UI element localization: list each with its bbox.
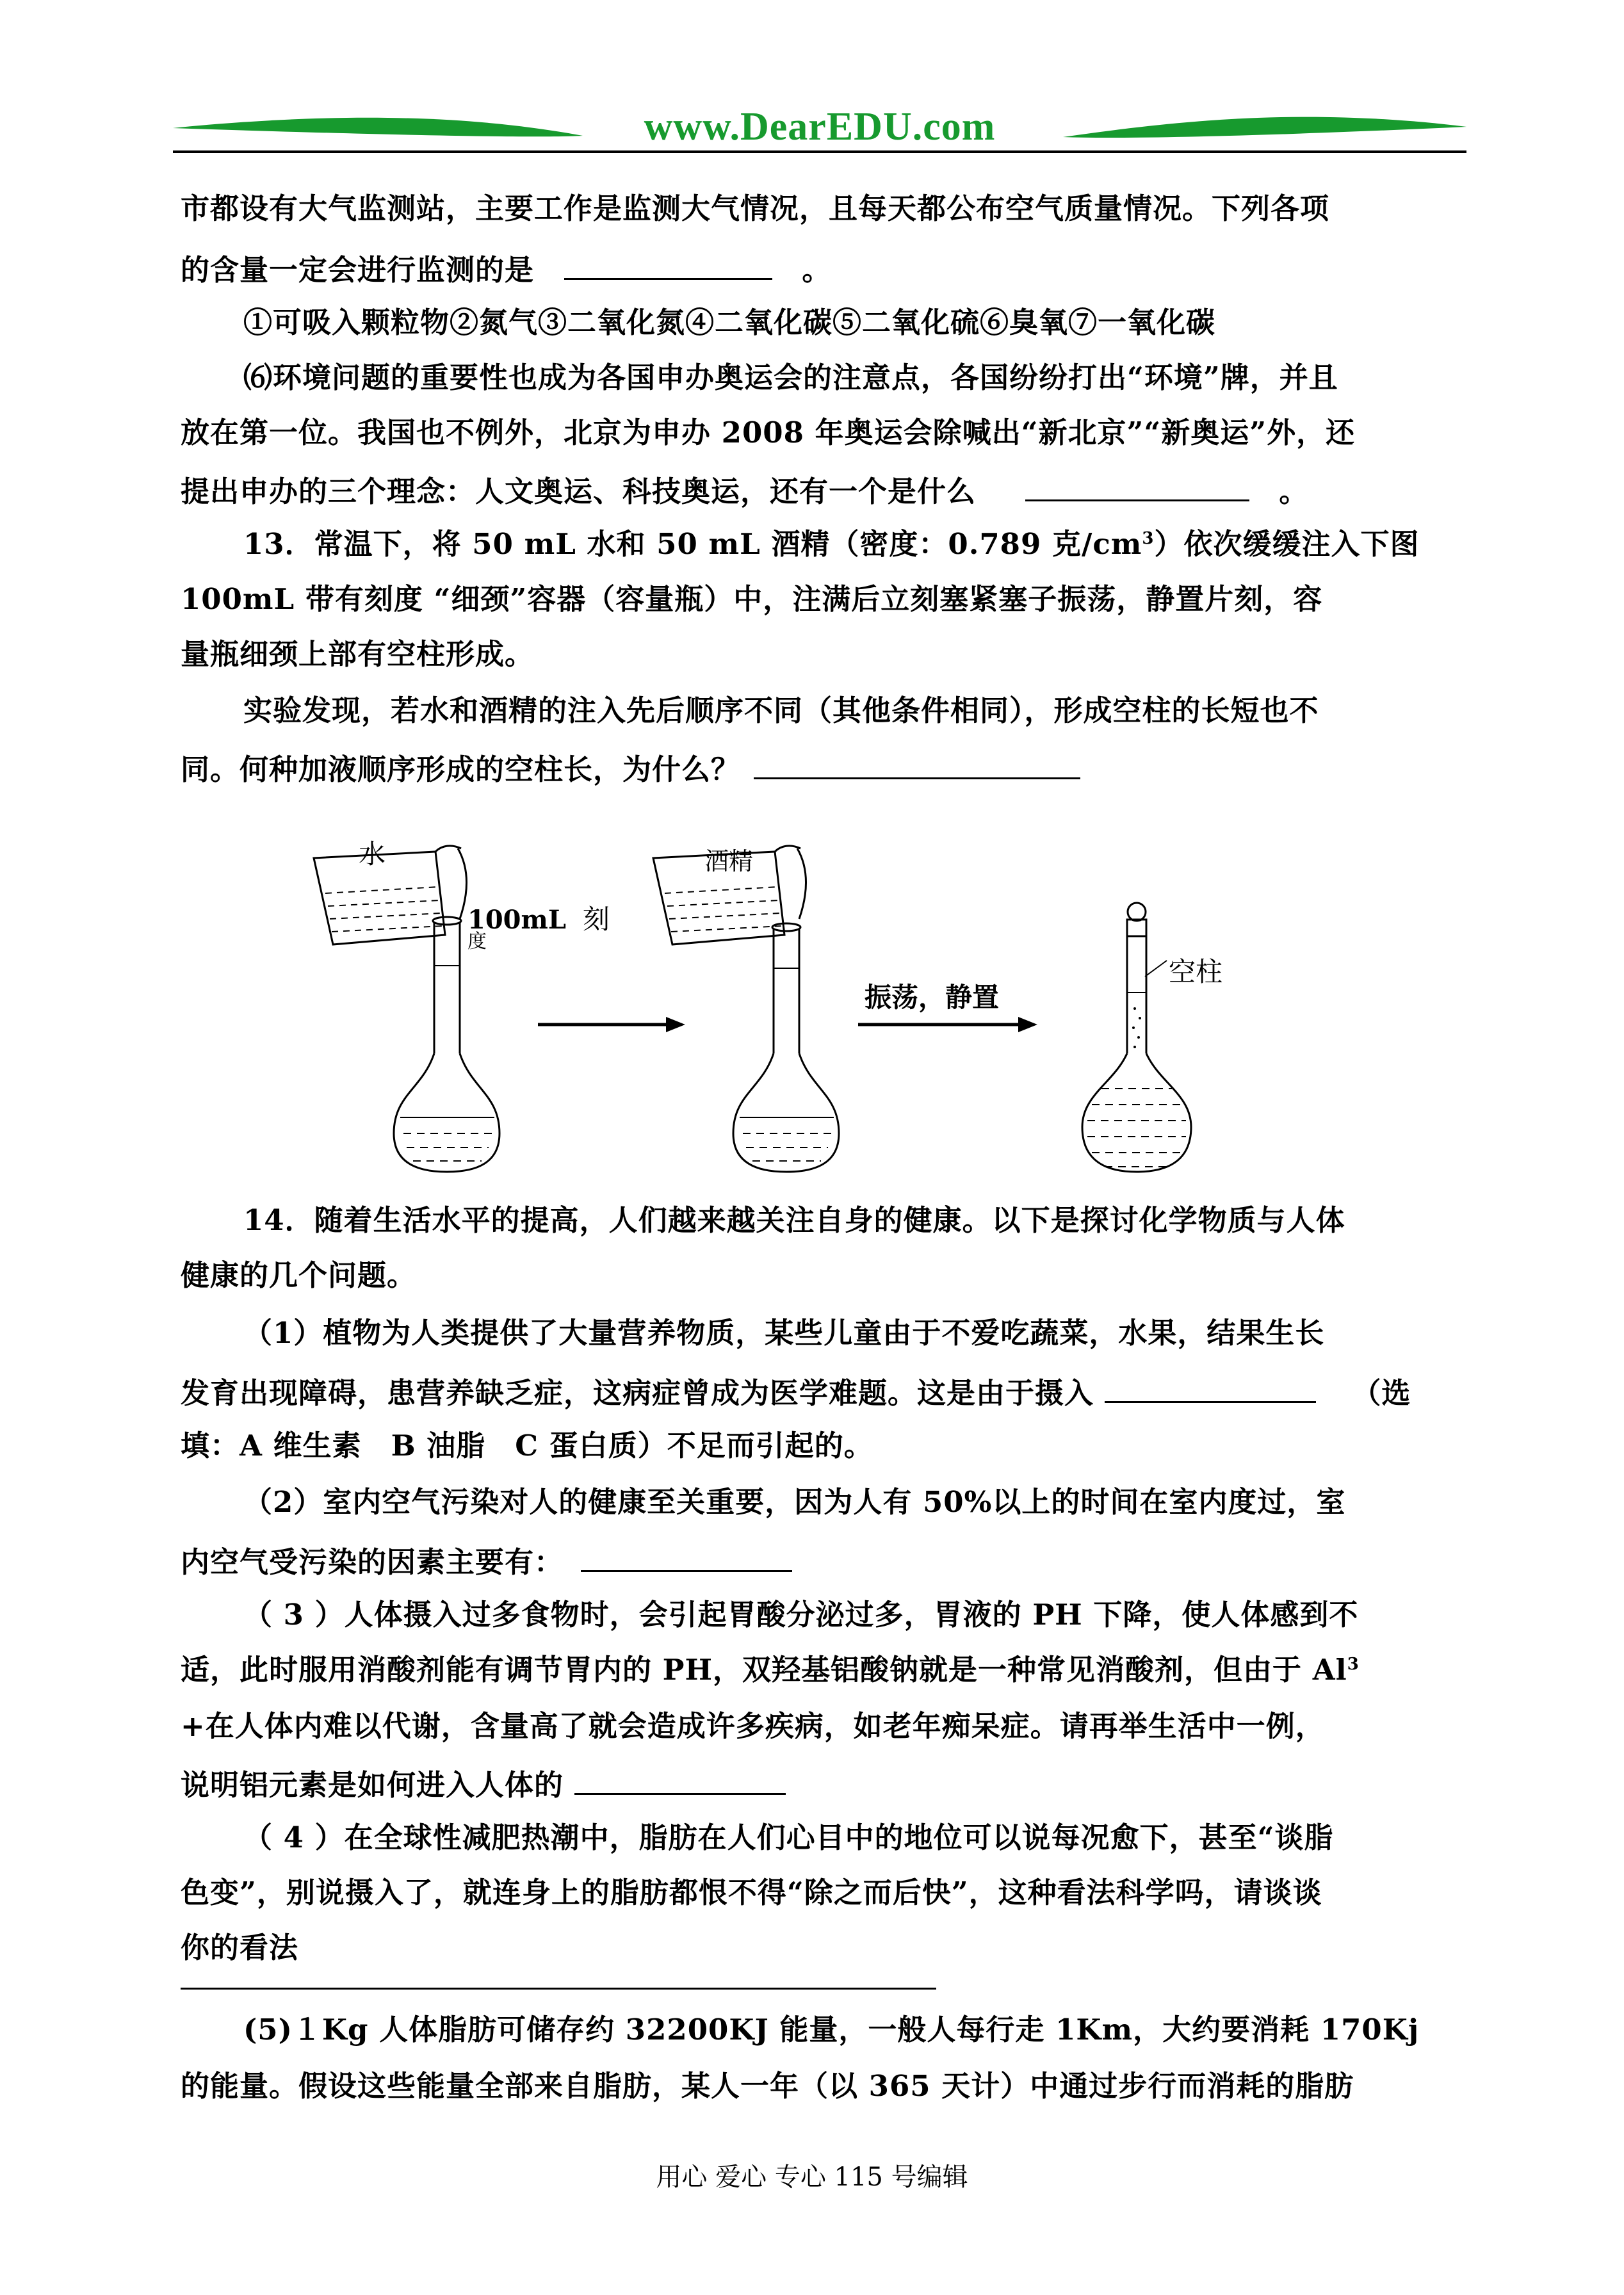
arrow-label: 振荡，静置 xyxy=(865,982,1000,1013)
text-line: （ 4 ）在全球性减肥热潮中，脂肪在人们心目中的地位可以说每况愈下，甚至“谈脂 xyxy=(243,1821,1334,1854)
text-line: +在人体内难以代谢，含量高了就会造成许多疾病，如老年痴呆症。请再举生活中一例， xyxy=(181,1709,1325,1743)
answer-blank[interactable] xyxy=(754,747,1080,779)
volumetric-flask-icon xyxy=(733,923,839,1172)
beaker-water-icon xyxy=(314,846,467,945)
text-line: 的含量一定会进行监测的是 。 xyxy=(181,247,831,289)
flask-mark-label-2: 度 xyxy=(467,930,487,953)
text-line: 100mL 带有刻度 “细颈”容器（容量瓶）中，注满后立刻塞紧塞子振荡，静置片刻，容 xyxy=(181,582,1323,616)
volumetric-flask-icon xyxy=(394,917,499,1172)
text-line: 填：A 维生素 B 油脂 C 蛋白质）不足而引起的。 xyxy=(181,1429,873,1463)
site-name: www.DearEDU.com xyxy=(644,105,996,149)
experiment-figure xyxy=(307,832,1511,1178)
text-line: 量瓶细颈上部有空柱形成。 xyxy=(181,637,535,671)
answer-blank[interactable] xyxy=(1105,1370,1316,1403)
text-line: 放在第一位。我国也不例外，北京为申办 2008 年奥运会除喊出“新北京”“新奥运”外，还 xyxy=(181,416,1356,450)
text-line: 内空气受污染的因素主要有： xyxy=(181,1539,792,1582)
text-line: 你的看法 xyxy=(181,1931,299,1965)
text-line: 实验发现，若水和酒精的注入先后顺序不同（其他条件相同），形成空柱的长短也不 xyxy=(243,693,1319,727)
text-line: 说明铝元素是如何进入人体的 xyxy=(181,1762,786,1804)
answer-line[interactable] xyxy=(181,1988,936,1990)
text-line: （ 3 ）人体摄入过多食物时，会引起胃酸分泌过多，胃液的 PH 下降，使人体感到不 xyxy=(243,1598,1359,1632)
beaker1-label: 水 xyxy=(359,838,386,870)
answer-blank[interactable] xyxy=(1025,469,1249,501)
text-line: ⑹环境问题的重要性也成为各国申办奥运会的注意点，各国纷纷打出“环境”牌，并且 xyxy=(243,361,1338,394)
text-line: 的能量。假设这些能量全部来自脂肪，某人一年（以 365 天计）中通过步行而消耗的脂肪 xyxy=(181,2069,1354,2103)
text-line: 适，此时服用消酸剂能有调节胃内的 PH，双羟基铝酸钠就是一种常见消酸剂，但由于 Al$^3$ xyxy=(181,1653,1360,1687)
site-header xyxy=(173,102,1466,154)
text-line: 健康的几个问题。 xyxy=(181,1258,417,1292)
text-line: 色变”，别说摄入了，就连身上的脂肪都恨不得“除之而后快”，这种看法科学吗，请谈谈 xyxy=(181,1876,1322,1910)
empty-column-label: 空柱 xyxy=(1169,956,1223,987)
text-line: ①可吸入颗粒物②氮气③二氧化氮④二氧化碳⑤二氧化硫⑥臭氧⑦一氧化碳 xyxy=(243,305,1216,339)
text-line: （2）室内空气污染对人的健康至关重要，因为人有 50%以上的时间在室内度过，室 xyxy=(243,1485,1346,1519)
arrow-icon xyxy=(858,1017,1037,1032)
text-line: 市都设有大气监测站，主要工作是监测大气情况，且每天都公布空气质量情况。下列各项 xyxy=(181,191,1330,225)
text-line: 同。何种加液顺序形成的空柱长，为什么？ xyxy=(181,747,1080,789)
text-line: 发育出现障碍，患营养缺乏症，这病症曾成为医学难题。这是由于摄入 （选 xyxy=(181,1370,1411,1413)
flask-mark-label: 刻 xyxy=(583,904,610,935)
answer-blank[interactable] xyxy=(574,1762,786,1795)
flask-volume-label: 100mL xyxy=(467,905,566,935)
text-line: （1）植物为人类提供了大量营养物质，某些儿童由于不爱吃蔬菜，水果，结果生长 xyxy=(243,1316,1325,1350)
answer-blank[interactable] xyxy=(581,1539,792,1572)
arrow-icon xyxy=(538,1017,685,1032)
beaker2-label: 酒精 xyxy=(704,847,754,875)
text-line: 提出申办的三个理念：人文奥运、科技奥运，还有一个是什么 。 xyxy=(181,469,1308,511)
text-line: (5)１Kg 人体脂肪可储存约 32200KJ 能量，一般人每行走 1Km，大约要消耗 170Kj xyxy=(243,2013,1420,2047)
stoppered-flask-icon xyxy=(1082,903,1191,1172)
answer-blank[interactable] xyxy=(564,247,772,280)
page-footer: 用心 爱心 专心 115 号编辑 xyxy=(656,2162,968,2192)
header-rule xyxy=(173,150,1466,153)
text-line: 14．随着生活水平的提高，人们越来越关注自身的健康。以下是探讨化学物质与人体 xyxy=(243,1203,1345,1237)
text-line: 13．常温下，将 50 mL 水和 50 mL 酒精（密度：0.789 克$/cm^3$）依次缓缓注入下图 xyxy=(243,527,1420,561)
